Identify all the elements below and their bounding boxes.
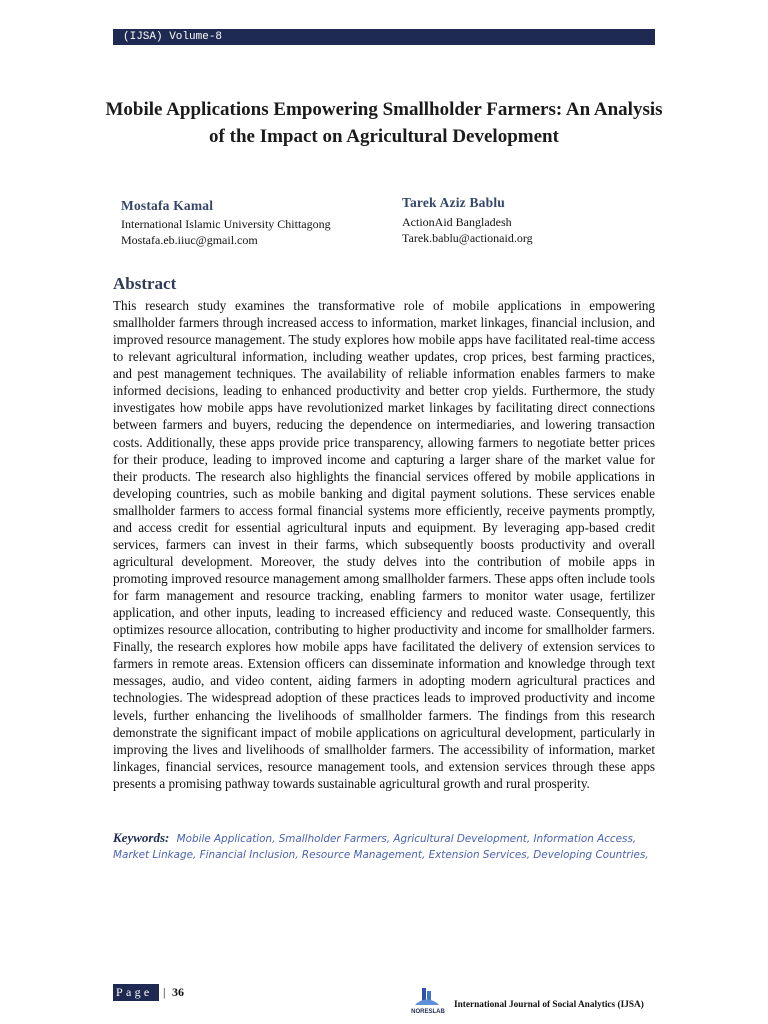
svg-text:NORESLAB: NORESLAB: [411, 1009, 445, 1015]
author-name: Tarek Aziz Bablu: [402, 195, 505, 210]
author-email[interactable]: Tarek.bablu@actionaid.org: [402, 231, 533, 245]
noreslab-logo-icon: [405, 986, 451, 1016]
author-affiliation: ActionAid Bangladesh: [402, 215, 512, 229]
author-block-2: [402, 193, 533, 246]
author-email[interactable]: Mostafa.eb.iiuc@gmail.com: [121, 233, 258, 247]
running-head: (IJSA) Volume-8: [123, 31, 223, 43]
keywords-list: Mobile Application, Smallholder Farmers, Agricultural Development, Information Access, Market Linkage, Financial Inclusion, Resource Management, Extension Services, Developing Countries,: [113, 833, 649, 861]
page-separator: |: [163, 985, 166, 999]
author-affiliation: International Islamic University Chittagong: [121, 217, 331, 231]
running-head-bar: [113, 29, 655, 45]
keywords-label: Keywords:: [113, 830, 170, 845]
author-block-1: [121, 196, 331, 248]
author-name: Mostafa Kamal: [121, 198, 214, 213]
page-label: Page: [113, 984, 159, 1001]
page-number: 36: [172, 985, 184, 999]
paper-title: Mobile Applications Empowering Smallholder Farmers: An Analysis of the Impact on Agricultural Development: [105, 99, 663, 147]
abstract-body: This research study examines the transformative role of mobile applications in empowering smallholder farmers through increased access to information, market linkages, financial inclusion, and improved resource management. The study explores how mobile apps have facilitated real-time access to relevant agricultural information, including weather updates, crop prices, best farming practices, and pest management techniques. The availability of reliable information enables farmers to make informed decisions, leading to enhanced productivity and better crop yields. Furthermore, the study investigates how mobile apps have revolutionized market linkages by facilitating direct connections between farmers and buyers, reducing the dependence on intermediaries, and lowering transaction costs. Additionally, these apps provide price transparency, allowing farmers to negotiate better prices for their produce, leading to improved income and capturing a larger share of the market value for their products. The research also highlights the financial services offered by mobile applications in developing countries, such as mobile banking and digital payment solutions. These services enable smallholder farmers to access formal financial systems more efficiently, receive payments promptly, and access credit for essential agricultural inputs and equipment. By leveraging app-based credit services, farmers can invest in their farms, which subsequently boosts productivity and overall agricultural development. Moreover, the study delves into the contribution of mobile apps in promoting improved resource management among smallholder farmers. These apps often include tools for farm management and resource tracking, enabling farmers to monitor water usage, fertilizer application, and other inputs, leading to increased efficiency and reduced waste. Consequently, this optimizes resource allocation, contributing to higher productivity and income for smallholder farmers. Finally, the research explores how mobile apps have facilitated the delivery of extension services to farmers in remote areas. Extension officers can disseminate information and knowledge through text messages, audio, and video content, aiding farmers in adopting modern agricultural practices and technologies. The widespread adoption of these practices leads to improved productivity and income levels, further enhancing the livelihoods of smallholder farmers. The findings from this research demonstrate the significant impact of mobile applications on agricultural development, particularly in improving the lives and livelihoods of smallholder farmers. The accessibility of information, market linkages, financial services, resource management tools, and extension services through these apps presents a promising pathway towards sustainable agricultural growth and rural prosperity.: [113, 298, 655, 791]
footer-journal-name: International Journal of Social Analytics (IJSA): [454, 1000, 644, 1010]
keywords-section: [113, 830, 658, 863]
abstract-heading: Abstract: [113, 274, 177, 293]
